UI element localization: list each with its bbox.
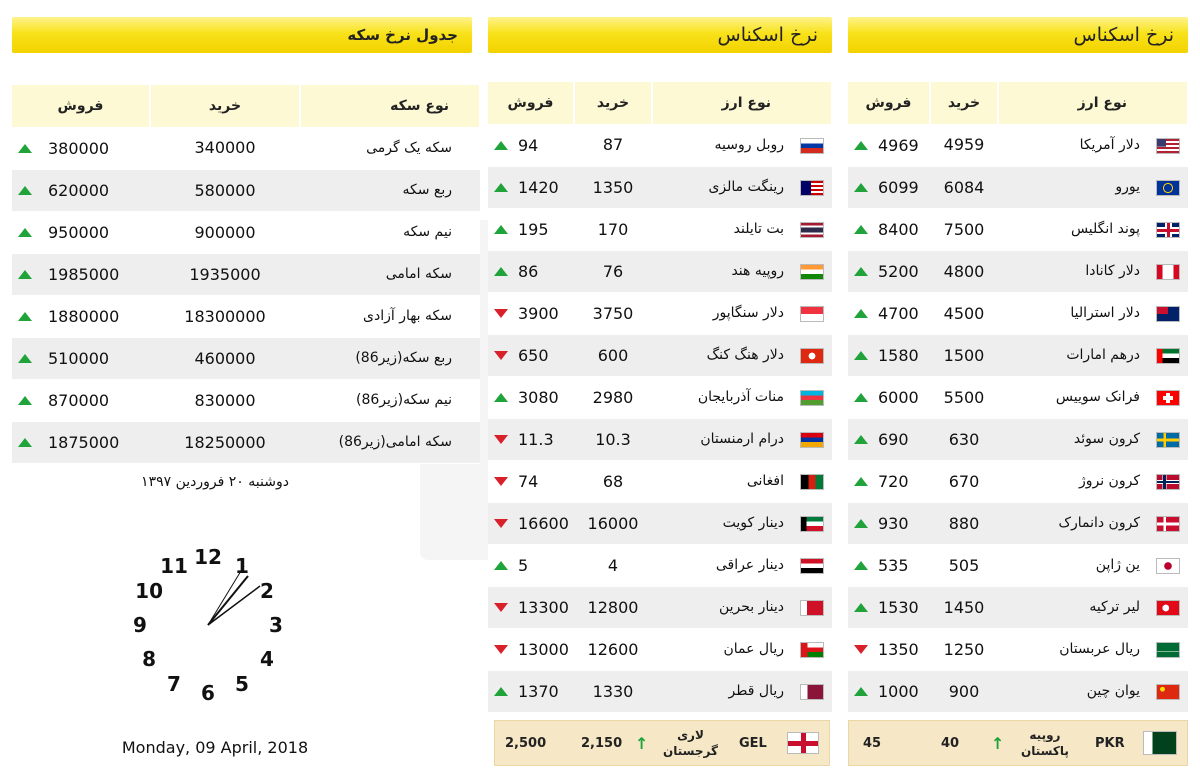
buy-value: 880: [930, 502, 998, 544]
buy-value: 630: [930, 418, 998, 460]
currency-name: دلار سنگاپور: [652, 292, 792, 334]
arrow-down-icon: [494, 309, 508, 318]
currency-name: ریال عربستان: [998, 628, 1148, 670]
sell-value: 5200: [878, 262, 919, 281]
clock-number: 2: [259, 579, 274, 603]
buy-value: 670: [930, 460, 998, 502]
col-sell: فروش: [848, 82, 930, 124]
thailand-flag-icon: [800, 222, 824, 238]
table-row: [848, 124, 1188, 166]
sell-value: 5: [518, 556, 529, 575]
middle-rates-banner: [488, 17, 832, 53]
buy-value: 1500: [930, 334, 998, 376]
arrow-up-icon: [18, 144, 32, 153]
right-rates-banner: [848, 17, 1188, 53]
sell-cell: [12, 127, 150, 169]
buy-value: 18300000: [150, 295, 300, 337]
sell-value: 620000: [48, 181, 110, 200]
sell-value: 1420: [518, 178, 559, 197]
buy-value: 1450: [930, 586, 998, 628]
buy-value: 505: [930, 544, 998, 586]
buy-value: 12600: [574, 628, 652, 670]
sell-value: 86: [518, 262, 539, 281]
clock-number: 10: [135, 579, 164, 603]
table-row: [848, 334, 1188, 376]
buy-value: 600: [574, 334, 652, 376]
footer-name-line2: گرجستان: [663, 744, 718, 758]
currency-name: کرون سوئد: [998, 418, 1148, 460]
sell-value: 380000: [48, 138, 110, 158]
sell-cell: [12, 379, 150, 421]
sell-value: 650: [518, 346, 549, 365]
clock-number: 11: [160, 554, 188, 579]
sell-value: 1875000: [48, 433, 120, 452]
sell-cell: [488, 208, 574, 250]
buy-value: 900000: [150, 211, 300, 253]
arrow-up-icon: [18, 228, 32, 237]
sell-value: 535: [878, 556, 909, 575]
col-name: نوع ارز: [652, 82, 832, 124]
buy-value: 3750: [574, 292, 652, 334]
table-row: [488, 670, 832, 712]
buy-value: 900: [930, 670, 998, 712]
sell-cell: [488, 166, 574, 208]
arrow-up-icon: ↑: [635, 733, 649, 753]
sell-cell: [488, 460, 574, 502]
currency-name: لیر ترکیه: [998, 586, 1148, 628]
table-row: [848, 166, 1188, 208]
table-row: [12, 253, 480, 295]
arrow-up-icon: [18, 438, 32, 447]
sell-value: 195: [518, 220, 549, 239]
currency-name: ریال قطر: [652, 670, 792, 712]
coin-name: نیم سکه(زیر86): [300, 379, 480, 421]
col-buy: خرید: [574, 82, 652, 124]
middle-rates-title: نرخ اسکناس: [717, 24, 818, 46]
coin-table-banner: [12, 17, 472, 53]
col-name: نوع ارز: [998, 82, 1188, 124]
currency-name: ریال عمان: [652, 628, 792, 670]
sell-cell: [848, 250, 930, 292]
clock-number: 5: [235, 671, 249, 696]
sell-value: 720: [878, 472, 909, 491]
sell-value: 1530: [878, 598, 919, 617]
clock-number: 6: [201, 681, 215, 705]
arrow-up-icon: [854, 267, 868, 276]
arrow-up-icon: [854, 393, 868, 402]
arrow-up-icon: [854, 561, 868, 570]
sell-cell: [848, 208, 930, 250]
buy-value: 5500: [930, 376, 998, 418]
table-row: [12, 211, 480, 253]
sell-value: 4700: [878, 304, 919, 323]
arrow-up-icon: [854, 435, 868, 444]
sell-cell: [848, 502, 930, 544]
clock-number: 12: [194, 545, 222, 569]
georgia-flag-icon: [787, 732, 819, 754]
persian-date: دوشنبه ۲۰ فروردین ۱۳۹۷: [141, 474, 289, 490]
table-row: [488, 628, 832, 670]
sell-cell: [488, 544, 574, 586]
sell-value: 13000: [518, 640, 569, 659]
buy-value: 4: [574, 544, 652, 586]
qatar-flag-icon: [800, 684, 824, 700]
saudi-flag-icon: [1156, 642, 1180, 658]
buy-value: 16000: [574, 502, 652, 544]
buy-value: 7500: [930, 208, 998, 250]
sell-cell: [488, 292, 574, 334]
arrow-up-icon: [494, 687, 508, 696]
sell-cell: [488, 586, 574, 628]
sell-value: 1350: [878, 640, 919, 659]
buy-value: 87: [574, 124, 652, 166]
uk-flag-icon: [1156, 222, 1180, 238]
sell-cell: [12, 295, 150, 337]
currency-name: ین ژاپن: [998, 544, 1148, 586]
footer-name-line1: روپیه: [1029, 728, 1061, 742]
sell-cell: [848, 124, 930, 166]
currency-name: دلار آمریکا: [998, 124, 1148, 166]
col-sell: فروش: [488, 82, 574, 124]
sell-cell: [12, 253, 150, 295]
coin-name: سکه بهار آزادی: [300, 295, 480, 337]
table-row: [488, 208, 832, 250]
currency-name: فرانک سوییس: [998, 376, 1148, 418]
table-row: [848, 292, 1188, 334]
clock-number: 8: [142, 647, 157, 671]
currency-name: دینار کویت: [652, 502, 792, 544]
arrow-up-icon: [494, 225, 508, 234]
sell-cell: [848, 292, 930, 334]
sell-cell: [848, 586, 930, 628]
bahrain-flag-icon: [800, 600, 824, 616]
sell-value: 94: [518, 135, 539, 155]
sell-value: 13300: [518, 598, 569, 617]
arrow-up-icon: [854, 687, 868, 696]
sell-cell: [848, 670, 930, 712]
sell-cell: [488, 250, 574, 292]
sell-cell: [12, 211, 150, 253]
arrow-up-icon: [494, 141, 508, 150]
arrow-up-icon: ↑: [991, 733, 1005, 753]
arrow-down-icon: [494, 351, 508, 360]
arrow-down-icon: [494, 435, 508, 444]
sell-value: 4969: [878, 135, 919, 155]
buy-value: 340000: [150, 127, 300, 169]
footer-sell: 2,500: [505, 735, 547, 751]
coin-name: سکه امامی: [300, 253, 480, 295]
table-row: [12, 295, 480, 337]
sell-value: 510000: [48, 349, 110, 368]
arrow-up-icon: [18, 354, 32, 363]
clock-number: 9: [133, 613, 147, 637]
norway-flag-icon: [1156, 474, 1180, 490]
canada-flag-icon: [1156, 264, 1180, 280]
analog-clock: [120, 540, 300, 710]
sell-cell: [848, 628, 930, 670]
sell-value: 3080: [518, 388, 559, 407]
footer-buy: 40: [941, 735, 960, 751]
sell-value: 16600: [518, 514, 569, 533]
table-row: [12, 379, 480, 421]
oman-flag-icon: [800, 642, 824, 658]
currency-name: روپیه هند: [652, 250, 792, 292]
coin-name: نیم سکه: [300, 211, 480, 253]
table-row: [848, 460, 1188, 502]
hongkong-flag-icon: [800, 348, 824, 364]
col-buy: خرید: [930, 82, 998, 124]
georgia-footer-row: [494, 720, 830, 766]
sell-value: 6000: [878, 388, 919, 407]
table-row: [848, 586, 1188, 628]
table-row: [848, 376, 1188, 418]
right-rates-table: [848, 82, 1189, 713]
sell-value: 1880000: [48, 307, 120, 326]
footer-name-line2: پاکستان: [1021, 744, 1069, 758]
currency-name: درام ارمنستان: [652, 418, 792, 460]
coin-name: سکه امامی(زیر86): [300, 421, 480, 463]
buy-value: 1935000: [150, 253, 300, 295]
sell-value: 1370: [518, 682, 559, 701]
australia-flag-icon: [1156, 306, 1180, 322]
sell-value: 930: [878, 514, 909, 533]
sell-cell: [12, 337, 150, 379]
currency-name: کرون نروژ: [998, 460, 1148, 502]
table-row: [488, 292, 832, 334]
arrow-up-icon: [494, 393, 508, 402]
uae-flag-icon: [1156, 348, 1180, 364]
sell-value: 1580: [878, 346, 919, 365]
buy-value: 460000: [150, 337, 300, 379]
table-row: [848, 250, 1188, 292]
iraq-flag-icon: [800, 558, 824, 574]
table-row: [488, 166, 832, 208]
pakistan-footer-row: [848, 720, 1188, 766]
table-row: [488, 586, 832, 628]
table-row: [488, 334, 832, 376]
sell-cell: [488, 124, 574, 166]
table-row: [848, 418, 1188, 460]
table-row: [488, 460, 832, 502]
arrow-up-icon: [18, 186, 32, 195]
currency-name: یورو: [998, 166, 1148, 208]
col-sell: فروش: [12, 85, 150, 127]
singapore-flag-icon: [800, 306, 824, 322]
buy-value: 1250: [930, 628, 998, 670]
clock-number: 3: [269, 613, 283, 637]
buy-value: 6084: [930, 166, 998, 208]
arrow-up-icon: [854, 183, 868, 192]
currency-name: دینار عراقی: [652, 544, 792, 586]
clock-number: 4: [259, 647, 274, 671]
denmark-flag-icon: [1156, 516, 1180, 532]
sell-cell: [488, 502, 574, 544]
hour-hand: [208, 576, 248, 625]
table-row: [12, 421, 480, 463]
arrow-up-icon: [494, 267, 508, 276]
malaysia-flag-icon: [800, 180, 824, 196]
sell-cell: [488, 628, 574, 670]
sell-value: 3900: [518, 304, 559, 323]
coin-table: [12, 85, 481, 464]
currency-name: یوان چین: [998, 670, 1148, 712]
sell-value: 74: [518, 472, 539, 491]
currency-name: دلار کانادا: [998, 250, 1148, 292]
table-row: [488, 250, 832, 292]
buy-value: 76: [574, 250, 652, 292]
turkey-flag-icon: [1156, 600, 1180, 616]
footer-name-line1: لاری: [677, 728, 704, 742]
sell-value: 8400: [878, 220, 919, 239]
buy-value: 18250000: [150, 421, 300, 463]
arrow-up-icon: [18, 270, 32, 279]
arrow-up-icon: [494, 183, 508, 192]
buy-value: 170: [574, 208, 652, 250]
arrow-up-icon: [494, 561, 508, 570]
buy-value: 68: [574, 460, 652, 502]
arrow-up-icon: [854, 141, 868, 150]
coin-name: ربع سکه: [300, 169, 480, 211]
right-rates-title: نرخ اسکناس: [1073, 24, 1174, 46]
clock-number: 7: [167, 671, 181, 696]
arrow-down-icon: [854, 645, 868, 654]
table-row: [488, 502, 832, 544]
buy-value: 12800: [574, 586, 652, 628]
kuwait-flag-icon: [800, 516, 824, 532]
sell-value: 690: [878, 430, 909, 449]
second-hand: [208, 566, 244, 625]
table-row: [848, 670, 1188, 712]
table-row: [12, 169, 480, 211]
sell-value: 1000: [878, 682, 919, 701]
arrow-down-icon: [494, 603, 508, 612]
afghanistan-flag-icon: [800, 474, 824, 490]
sell-cell: [12, 169, 150, 211]
sell-cell: [848, 418, 930, 460]
english-date: Monday, 09 April, 2018: [121, 738, 309, 757]
footer-buy: 2,150: [581, 735, 623, 751]
japan-flag-icon: [1156, 558, 1180, 574]
sell-cell: [488, 334, 574, 376]
azerbaijan-flag-icon: [800, 390, 824, 406]
table-row: [848, 208, 1188, 250]
buy-value: 1330: [574, 670, 652, 712]
arrow-up-icon: [854, 351, 868, 360]
table-row: [848, 544, 1188, 586]
middle-rates-table: [488, 82, 833, 713]
buy-value: 4959: [930, 124, 998, 166]
arrow-up-icon: [18, 396, 32, 405]
sell-cell: [488, 670, 574, 712]
arrow-down-icon: [494, 645, 508, 654]
currency-name: منات آذربایجان: [652, 376, 792, 418]
arrow-down-icon: [494, 477, 508, 486]
currency-name: دلار هنگ کنگ: [652, 334, 792, 376]
currency-name: رینگت مالزی: [652, 166, 792, 208]
sell-cell: [848, 544, 930, 586]
sell-value: 1985000: [48, 265, 120, 284]
sell-value: 6099: [878, 178, 919, 197]
table-row: [488, 544, 832, 586]
sell-value: 11.3: [518, 430, 554, 449]
russia-flag-icon: [800, 138, 824, 154]
currency-name: افغانی: [652, 460, 792, 502]
india-flag-icon: [800, 264, 824, 280]
buy-value: 1350: [574, 166, 652, 208]
arrow-up-icon: [854, 309, 868, 318]
buy-value: 580000: [150, 169, 300, 211]
currency-name: دلار استرالیا: [998, 292, 1148, 334]
pakistan-flag-icon: [1143, 731, 1177, 755]
coin-table-title: جدول نرخ سکه: [347, 26, 458, 44]
table-row: [848, 502, 1188, 544]
china-flag-icon: [1156, 684, 1180, 700]
table-row: [12, 127, 480, 169]
arrow-down-icon: [494, 519, 508, 528]
sell-cell: [848, 460, 930, 502]
arrow-up-icon: [854, 225, 868, 234]
footer-code: GEL: [739, 735, 767, 751]
arrow-up-icon: [18, 312, 32, 321]
table-row: [488, 124, 832, 166]
eu-flag-icon: [1156, 180, 1180, 196]
coin-name: ربع سکه(زیر86): [300, 337, 480, 379]
currency-name: روبل روسیه: [652, 124, 792, 166]
coin-name: سکه یک گرمی: [300, 127, 480, 169]
currency-name: کرون دانمارک: [998, 502, 1148, 544]
usa-flag-icon: [1156, 138, 1180, 154]
buy-value: 10.3: [574, 418, 652, 460]
sell-cell: [488, 376, 574, 418]
currency-name: درهم امارات: [998, 334, 1148, 376]
footer-code: PKR: [1095, 735, 1125, 751]
switzerland-flag-icon: [1156, 390, 1180, 406]
col-name: نوع سکه: [300, 85, 480, 127]
sell-cell: [848, 376, 930, 418]
clock-number: 1: [235, 554, 249, 579]
table-row: [488, 418, 832, 460]
buy-value: 4800: [930, 250, 998, 292]
buy-value: 830000: [150, 379, 300, 421]
arrow-up-icon: [854, 519, 868, 528]
buy-value: 2980: [574, 376, 652, 418]
footer-sell: 45: [863, 735, 882, 751]
armenia-flag-icon: [800, 432, 824, 448]
currency-name: دینار بحرین: [652, 586, 792, 628]
currency-name: بت تایلند: [652, 208, 792, 250]
buy-value: 4500: [930, 292, 998, 334]
col-buy: خرید: [150, 85, 300, 127]
currency-name: پوند انگلیس: [998, 208, 1148, 250]
sell-cell: [12, 421, 150, 463]
sell-cell: [488, 418, 574, 460]
arrow-up-icon: [854, 603, 868, 612]
arrow-up-icon: [854, 477, 868, 486]
table-row: [848, 628, 1188, 670]
table-row: [12, 337, 480, 379]
table-row: [488, 376, 832, 418]
sweden-flag-icon: [1156, 432, 1180, 448]
sell-cell: [848, 334, 930, 376]
sell-cell: [848, 166, 930, 208]
sell-value: 950000: [48, 223, 110, 242]
sell-value: 870000: [48, 391, 110, 410]
